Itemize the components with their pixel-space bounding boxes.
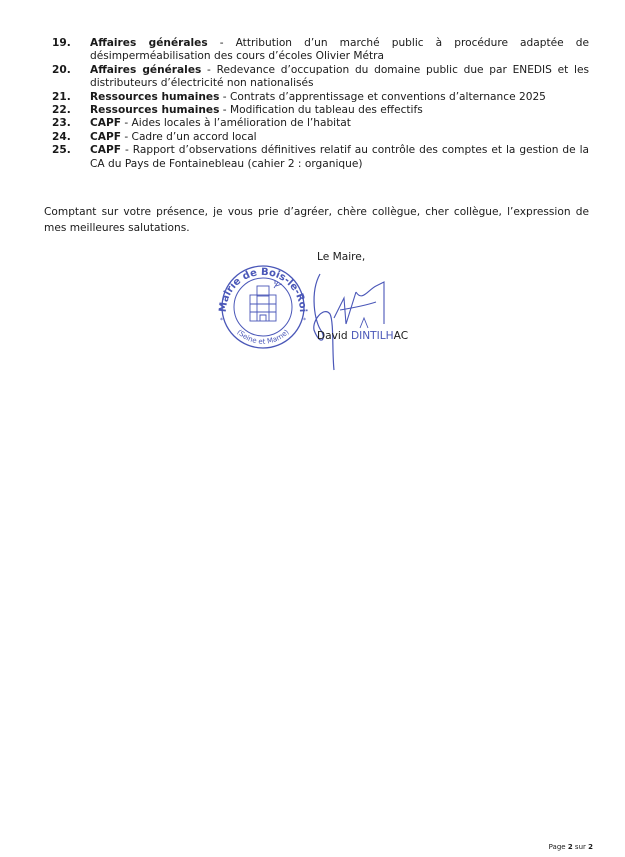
item-number: 23.	[52, 117, 71, 130]
page-total: 2	[588, 843, 593, 851]
item-topic: Affaires générales	[90, 63, 202, 76]
item-text: Rapport d’observations définitives relatif au contrôle des comptes et la gestion de la CA du Pays de Fontainebleau (cahier 2 : organique)	[90, 144, 590, 170]
item-text: Modification du tableau des effectifs	[229, 104, 423, 117]
name-end: AC	[393, 330, 409, 342]
item-topic: CAPF	[90, 144, 121, 157]
page-current: 2	[567, 843, 573, 851]
page-number	[549, 843, 593, 851]
item-number: 19.	[52, 37, 71, 49]
item-sep: -	[201, 63, 217, 76]
svg-text:Mairie de Bois-le-Roi	[218, 267, 308, 313]
item-body	[90, 117, 589, 130]
item-number: 24.	[52, 130, 71, 143]
item-body	[90, 64, 589, 91]
item-topic: CAPF	[90, 130, 121, 143]
item-sep: -	[120, 130, 132, 143]
town-seal-stamp	[212, 262, 314, 350]
item-body	[90, 37, 589, 64]
closing-paragraph: Comptant sur votre présence, je vous prie d’agréer, chère collègue, cher collègue, l’expression de mes meilleures salutations.	[44, 206, 589, 234]
item-topic: Affaires générales	[90, 37, 208, 49]
item-number: 20.	[52, 63, 71, 76]
item-topic: Ressources humaines	[90, 90, 220, 103]
item-text: Aides locales à l’amélioration de l’habitat	[131, 117, 351, 130]
signatory-name	[317, 330, 408, 342]
name-start: David	[317, 330, 351, 342]
svg-text:*: *	[303, 317, 306, 324]
agenda-item-23	[52, 117, 589, 130]
agenda-item-25	[52, 144, 589, 171]
agenda-item-20	[52, 64, 589, 91]
name-overlap: DINTILH	[350, 330, 394, 342]
item-body	[90, 104, 589, 117]
item-number: 22.	[52, 104, 71, 117]
item-number: 21.	[52, 90, 71, 103]
item-sep: -	[219, 104, 230, 117]
seal-bottom-text: (Seine et Marne)	[235, 328, 291, 346]
item-sep: -	[120, 144, 133, 157]
agenda-item-19	[52, 37, 589, 64]
svg-text:*: *	[220, 317, 223, 324]
item-text: Cadre d’un accord local	[131, 130, 257, 143]
agenda-item-22	[52, 104, 589, 117]
item-body	[90, 91, 589, 104]
seal-top-text: Mairie de Bois-le-Roi	[217, 266, 309, 313]
item-sep: -	[219, 90, 230, 103]
item-topic: CAPF	[90, 117, 121, 130]
page-of-word: sur	[574, 843, 586, 851]
item-topic: Ressources humaines	[90, 104, 220, 117]
agenda-item-21	[52, 91, 589, 104]
item-body	[90, 144, 589, 171]
agenda-item-24	[52, 131, 589, 144]
item-body	[90, 131, 589, 144]
seal-emblem-icon	[250, 280, 282, 321]
item-text: Contrats d’apprentissage et conventions d’alternance 2025	[229, 90, 546, 103]
item-sep: -	[207, 37, 236, 49]
handwritten-signature	[300, 262, 410, 374]
item-sep: -	[120, 117, 132, 130]
agenda-list	[52, 37, 589, 171]
signature-title: Le Maire,	[317, 251, 366, 263]
item-text: Redevance d’occupation du domaine public due par ENEDIS et les distributeurs d’électricité non nationalisés	[90, 63, 589, 90]
item-text: Attribution d’un marché public à procédure adaptée de désimperméabilisation des cours d’écoles Olivier Métra	[90, 37, 589, 63]
item-number: 25.	[52, 144, 71, 157]
page-word: Page	[548, 843, 566, 851]
